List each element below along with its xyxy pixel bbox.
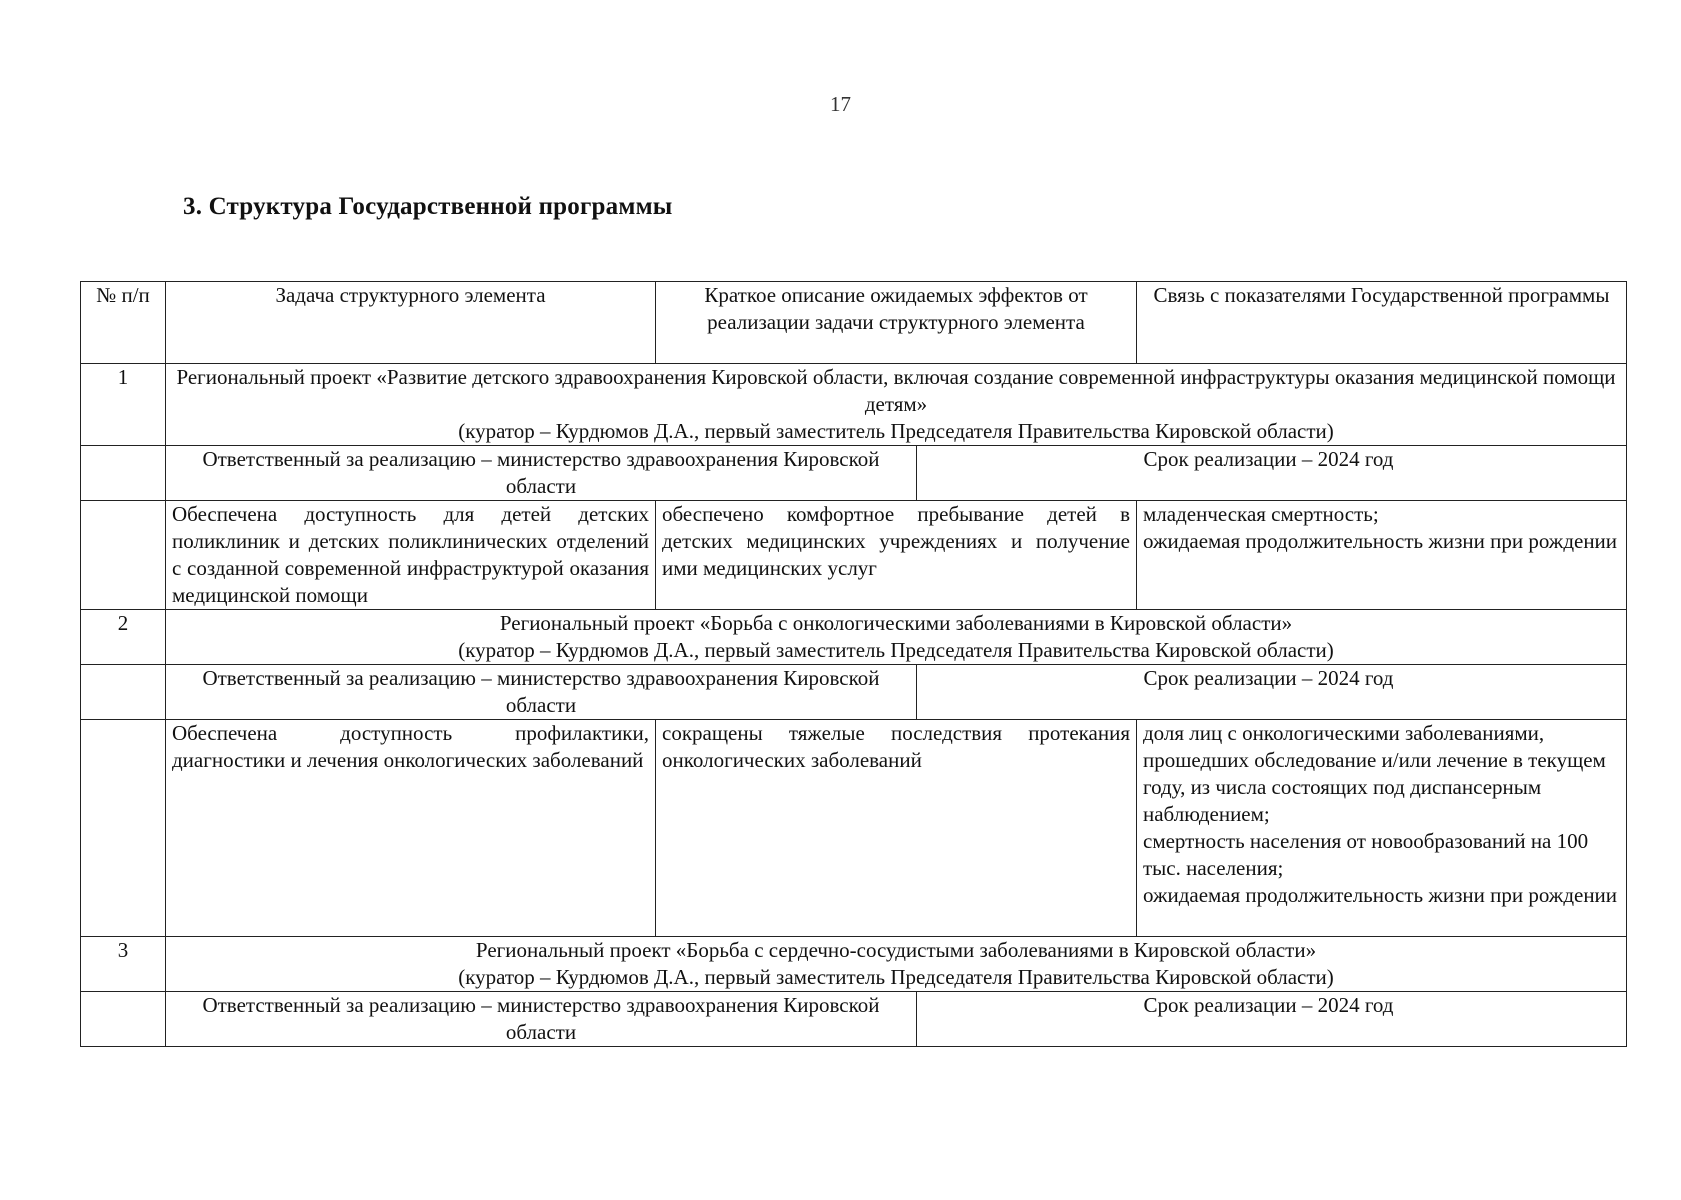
term-text: Срок реализации – 2024 год <box>1143 666 1394 690</box>
project-title-cell <box>166 364 1627 446</box>
program-structure-table <box>80 281 1627 1047</box>
task-text: Обеспечена доступность для детей детских поликлиник и детских поликлинических отделений с созданной современной инфраструктурой оказания медицинской помощи <box>166 501 656 610</box>
responsible-text: Ответственный за реализацию – министерство здравоохранения Кировской области <box>172 665 917 719</box>
responsible-text: Ответственный за реализацию – министерство здравоохранения Кировской области <box>172 446 917 500</box>
project-row <box>81 937 1627 992</box>
project-title: Региональный проект «Борьба с сердечно-сосудистыми заболеваниями в Кировской области» <box>475 938 1317 962</box>
project-curator: (куратор – Курдюмов Д.А., первый заместитель Председателя Правительства Кировской области) <box>458 965 1334 989</box>
term-text: Срок реализации – 2024 год <box>1143 993 1394 1017</box>
project-title: Региональный проект «Развитие детского здравоохранения Кировской области, включая создание современной инфраструктуры оказания медицинской помощи детям» <box>176 365 1616 416</box>
project-title-cell <box>166 937 1627 992</box>
indicator-item: младенческая смертность; <box>1143 502 1379 526</box>
responsible-text: Ответственный за реализацию – министерство здравоохранения Кировской области <box>172 992 917 1046</box>
effect-text: сокращены тяжелые последствия протекания онкологических заболеваний <box>656 720 1137 937</box>
task-row <box>81 720 1627 937</box>
indicator-item: доля лиц с онкологическими заболеваниями, прошедших обследование и/или лечение в текущем году, из числа состоящих под диспансерным наблюдением; <box>1143 721 1606 826</box>
responsible-row <box>81 665 1627 720</box>
project-number: 1 <box>81 364 166 446</box>
responsible-row <box>81 992 1627 1047</box>
project-title-cell <box>166 610 1627 665</box>
header-indicators: Связь с показателями Государственной программы <box>1137 282 1627 364</box>
task-row <box>81 501 1627 610</box>
header-num: № п/п <box>81 282 166 364</box>
page-number: 17 <box>830 92 851 116</box>
indicators-cell <box>1137 720 1627 937</box>
project-number: 3 <box>81 937 166 992</box>
section-title: 3. Структура Государственной программы <box>183 193 673 220</box>
header-effects: Краткое описание ожидаемых эффектов от реализации задачи структурного элемента <box>656 282 1137 364</box>
project-row <box>81 364 1627 446</box>
project-number: 2 <box>81 610 166 665</box>
indicator-item: смертность населения от новообразований на 100 тыс. населения; <box>1143 829 1589 880</box>
responsible-row <box>81 446 1627 501</box>
indicator-item: ожидаемая продолжительность жизни при рождении <box>1143 883 1618 907</box>
effect-text: обеспечено комфортное пребывание детей в детских медицинских учреждениях и получение ими медицинских услуг <box>656 501 1137 610</box>
project-curator: (куратор – Курдюмов Д.А., первый заместитель Председателя Правительства Кировской области) <box>458 419 1334 443</box>
table-header-row <box>81 282 1627 364</box>
term-text: Срок реализации – 2024 год <box>1143 447 1394 471</box>
indicators-cell <box>1137 501 1627 610</box>
project-title: Региональный проект «Борьба с онкологическими заболеваниями в Кировской области» <box>499 611 1293 635</box>
indicator-item: ожидаемая продолжительность жизни при рождении <box>1143 529 1618 553</box>
project-row <box>81 610 1627 665</box>
project-curator: (куратор – Курдюмов Д.А., первый заместитель Председателя Правительства Кировской области) <box>458 638 1334 662</box>
header-task: Задача структурного элемента <box>166 282 656 364</box>
task-text: Обеспечена доступность профилактики, диагностики и лечения онкологических заболеваний <box>166 720 656 937</box>
